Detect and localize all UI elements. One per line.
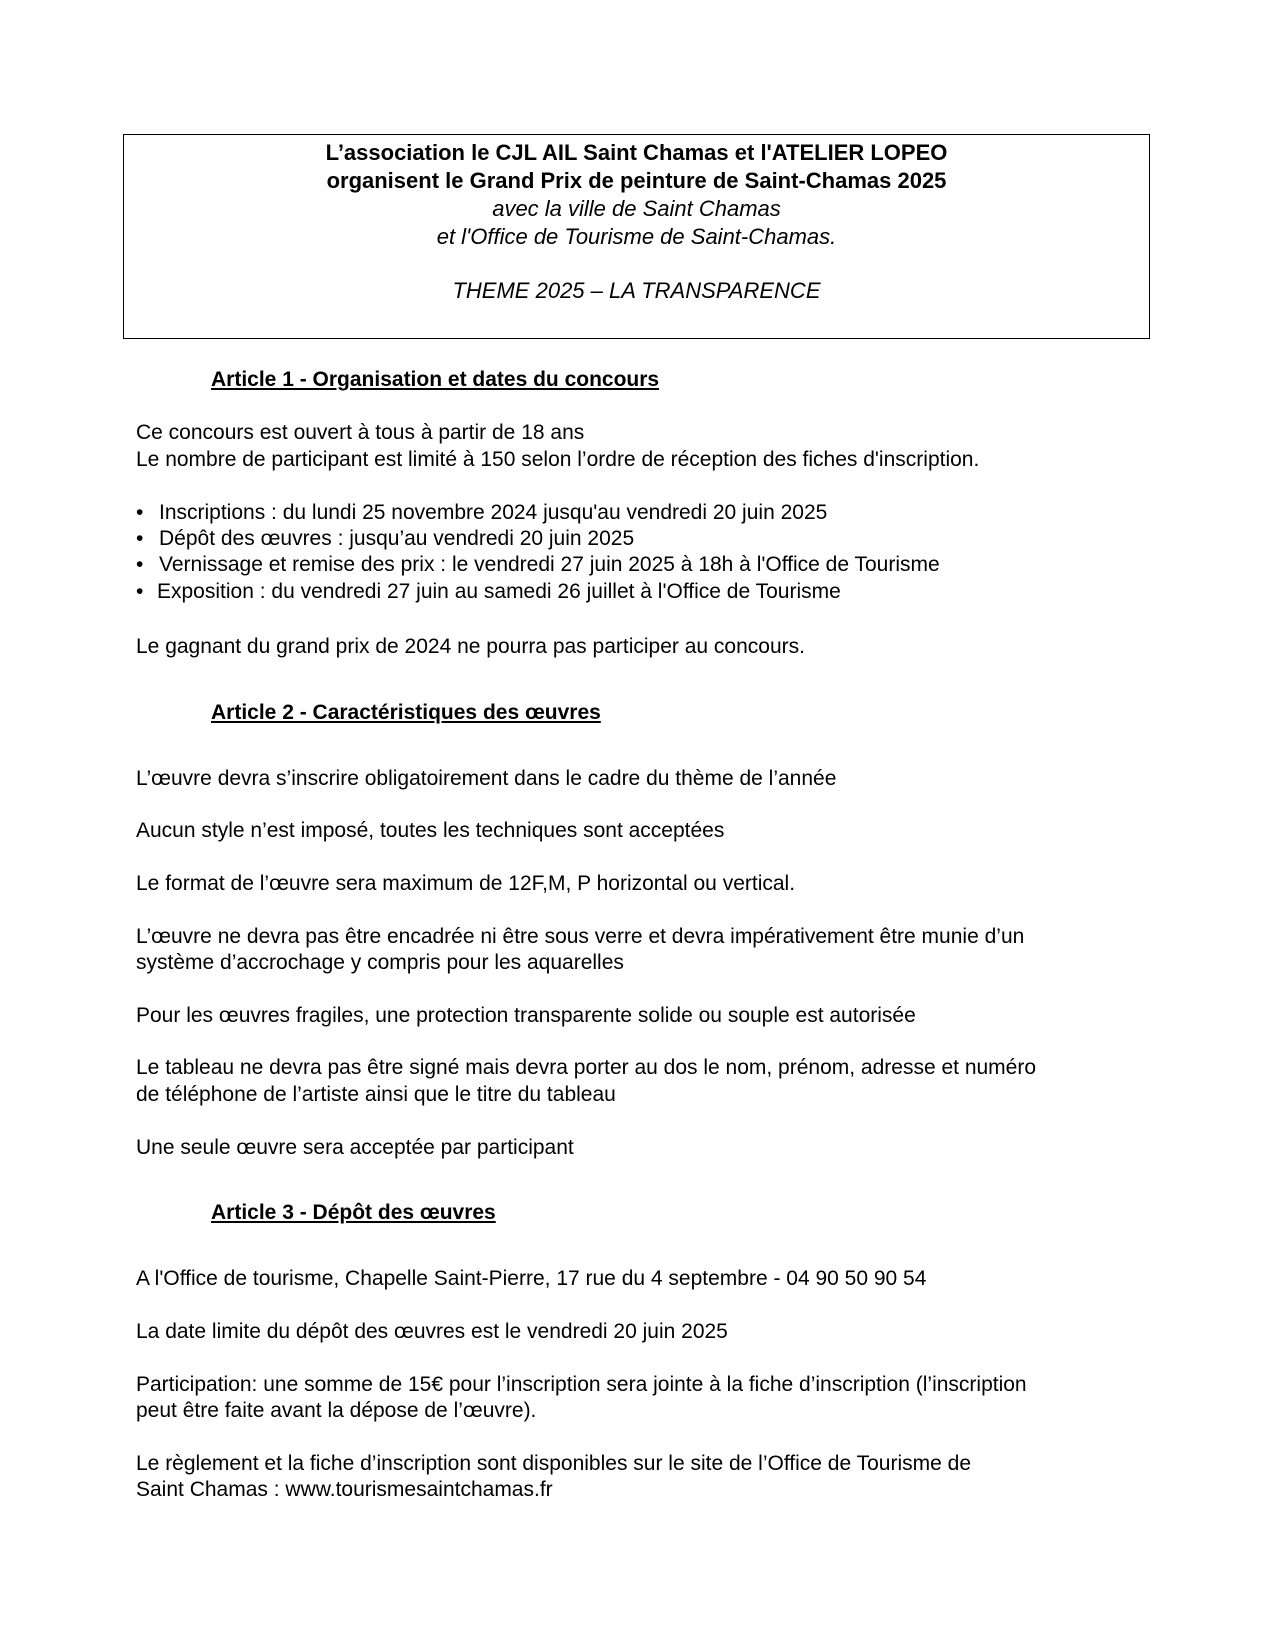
article-2-para: Pour les œuvres fragiles, une protection transparente solide ou souple est autorisée — [136, 1004, 916, 1027]
article-2-title: Article 2 - Caractéristiques des œuvres — [211, 701, 601, 724]
article-3-para: A l'Office de tourisme, Chapelle Saint-Pierre, 17 rue du 4 septembre - 04 90 50 90 54 — [136, 1267, 927, 1290]
article-3-para: Saint Chamas : www.tourismesaintchamas.fr — [136, 1478, 553, 1501]
article-2-para: Le format de l’œuvre sera maximum de 12F,M, P horizontal ou vertical. — [136, 872, 796, 895]
article-3-title: Article 3 - Dépôt des œuvres — [211, 1201, 496, 1224]
header-organizers: L’association le CJL AIL Saint Chamas et l'ATELIER LOPEO — [325, 140, 948, 165]
article-1-para: Le nombre de participant est limité à 150 selon l’ordre de réception des fiches d'inscription. — [136, 448, 980, 471]
article-2-para: Une seule œuvre sera acceptée par participant — [136, 1136, 574, 1159]
article-2-para: de téléphone de l’artiste ainsi que le titre du tableau — [136, 1083, 616, 1106]
list-item: • Dépôt des œuvres : jusqu’au vendredi 20 juin 2025 — [136, 527, 635, 550]
header-partner-office: et l'Office de Tourisme de Saint-Chamas. — [436, 224, 837, 249]
header-event-title: organisent le Grand Prix de peinture de Saint-Chamas 2025 — [326, 168, 947, 193]
article-1-para: Ce concours est ouvert à tous à partir de 18 ans — [136, 421, 585, 444]
article-1-para: Le gagnant du grand prix de 2024 ne pourra pas participer au concours. — [136, 635, 805, 658]
article-3-para: Participation: une somme de 15€ pour l’inscription sera jointe à la fiche d’inscription (l’inscription — [136, 1373, 1027, 1396]
article-3-para: La date limite du dépôt des œuvres est le vendredi 20 juin 2025 — [136, 1320, 728, 1343]
bullet-icon: • — [136, 527, 144, 550]
bullet-icon: • — [136, 580, 144, 603]
header-partner-city: avec la ville de Saint Chamas — [492, 196, 781, 221]
header-box — [123, 134, 1150, 339]
header-theme: THEME 2025 – LA TRANSPARENCE — [452, 278, 821, 303]
article-1-title: Article 1 - Organisation et dates du concours — [211, 368, 660, 391]
article-2-para: système d’accrochage y compris pour les aquarelles — [136, 951, 624, 974]
list-item: • Inscriptions : du lundi 25 novembre 2024 jusqu'au vendredi 20 juin 2025 — [136, 501, 828, 524]
article-2-para: Aucun style n’est imposé, toutes les techniques sont acceptées — [136, 819, 725, 842]
article-2-para: L’œuvre devra s’inscrire obligatoirement dans le cadre du thème de l’année — [136, 767, 837, 790]
list-item: • Exposition : du vendredi 27 juin au samedi 26 juillet à l'Office de Tourisme — [136, 580, 841, 603]
list-item: • Vernissage et remise des prix : le vendredi 27 juin 2025 à 18h à l'Office de Tourisme — [136, 553, 940, 576]
article-2-para: Le tableau ne devra pas être signé mais devra porter au dos le nom, prénom, adresse et numéro — [136, 1056, 1037, 1079]
article-3-para: peut être faite avant la dépose de l’œuvre). — [136, 1399, 537, 1422]
bullet-icon: • — [136, 553, 144, 576]
article-3-para: Le règlement et la fiche d’inscription sont disponibles sur le site de l’Office de Tourisme de — [136, 1452, 972, 1475]
bullet-icon: • — [136, 501, 144, 524]
article-2-para: L’œuvre ne devra pas être encadrée ni être sous verre et devra impérativement être munie d’un — [136, 925, 1025, 948]
